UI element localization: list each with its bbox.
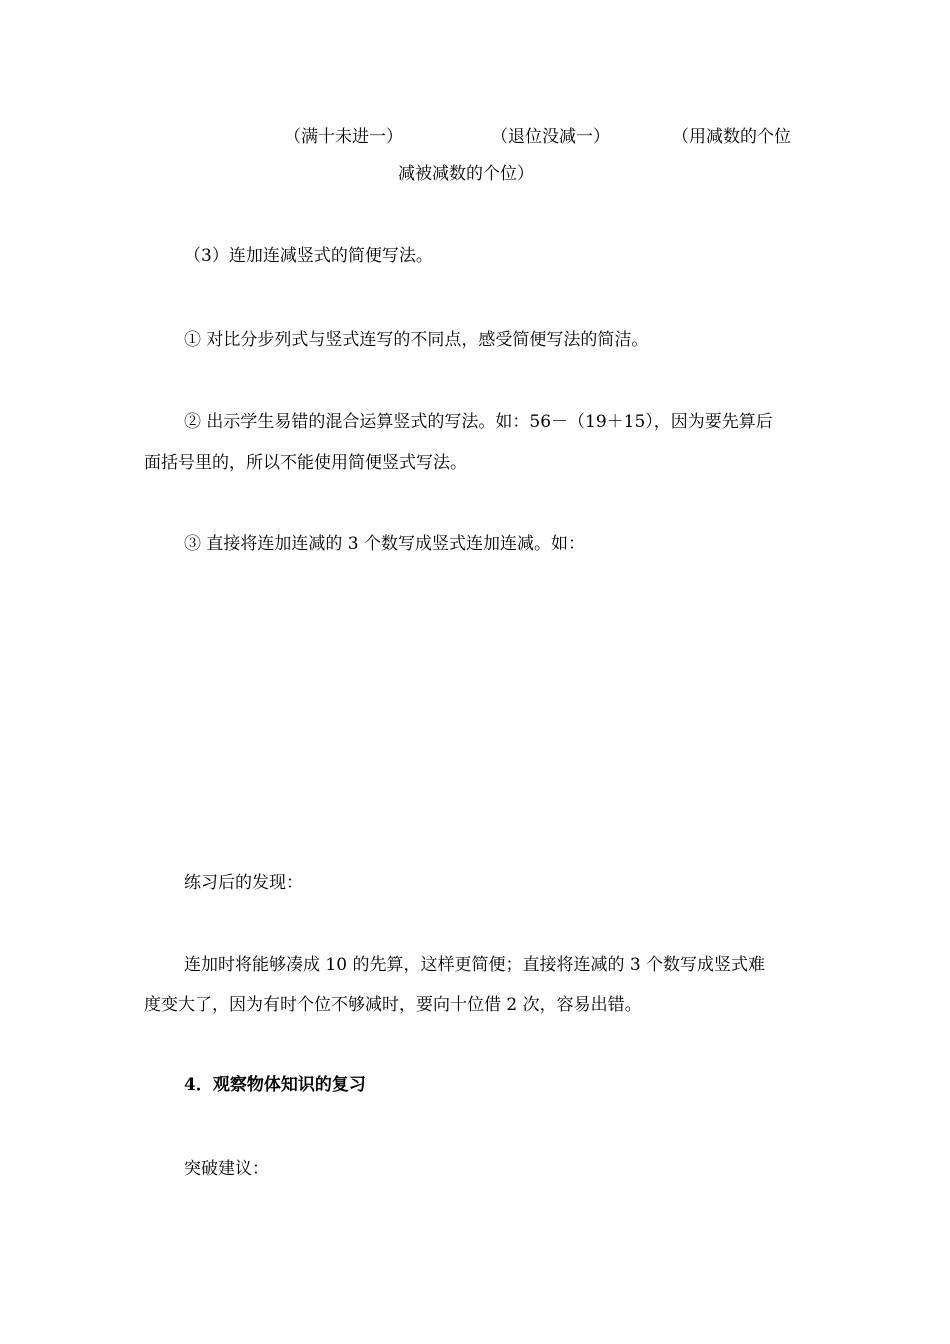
findings-line1: 连加时将能够凑成 10 的先算，这样更简便；直接将连减的 3 个数写成竖式难 (184, 955, 766, 975)
note-ones-part1: （用减数的个位 (672, 127, 791, 147)
section3-item1: ① 对比分步列式与竖式连写的不同点，感受简便写法的简洁。 (184, 330, 649, 350)
section3-item2-line1: ② 出示学生易错的混合运算竖式的写法。如：56－（19＋15），因为要先算后 (184, 412, 773, 432)
note-borrow: （退位没减一） (491, 127, 610, 147)
section3-heading: （3）连加连减竖式的简便写法。 (184, 246, 433, 266)
findings-line2: 度变大了，因为有时个位不够减时，要向十位借 2 次，容易出错。 (144, 995, 642, 1015)
note-carry: （满十未进一） (284, 127, 403, 147)
section4-heading: 4．观察物体知识的复习 (184, 1075, 366, 1095)
advice-label: 突破建议： (184, 1159, 269, 1179)
note-ones-part2: 减被减数的个位） (398, 164, 534, 184)
findings-label: 练习后的发现： (184, 873, 303, 893)
section3-item3: ③ 直接将连加连减的 3 个数写成竖式连加连减。如： (184, 534, 586, 554)
section3-item2-line2: 面括号里的，所以不能使用简便竖式写法。 (144, 453, 467, 473)
